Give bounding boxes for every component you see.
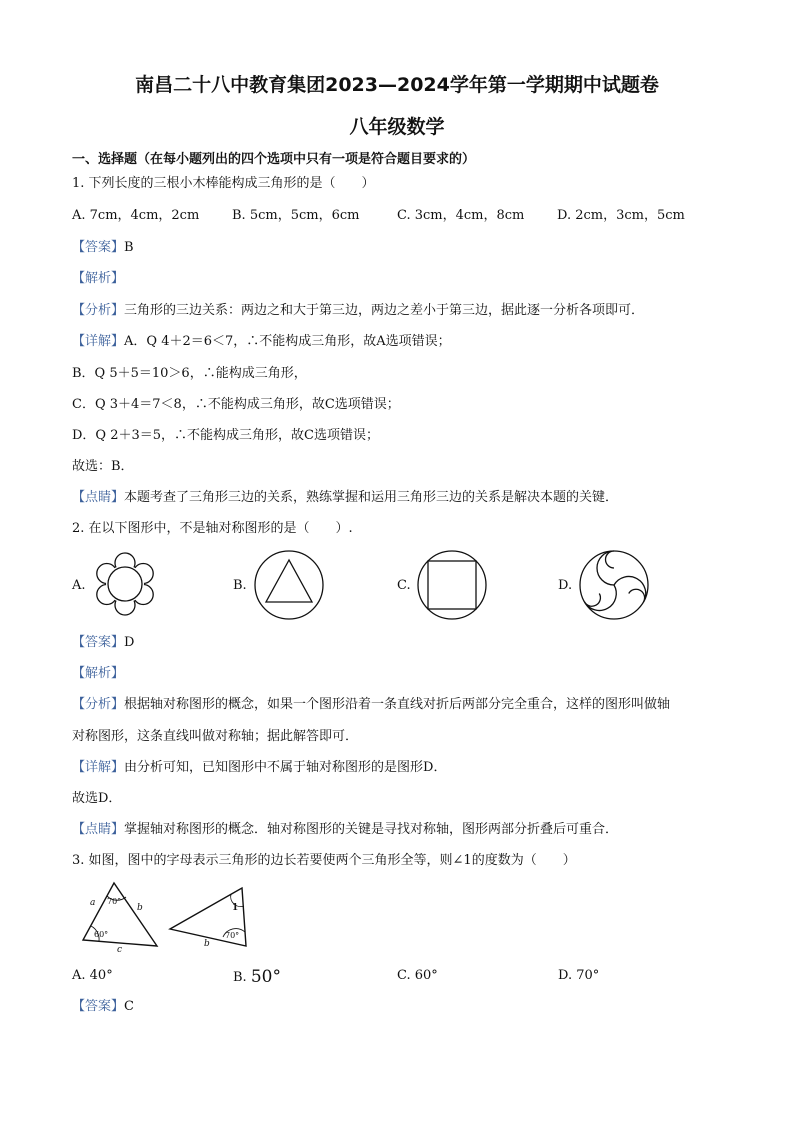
dianjing-tag: 【点睛】 bbox=[72, 490, 125, 505]
page-subtitle: 八年级数学 bbox=[349, 116, 445, 138]
circle-swirl-figure bbox=[579, 550, 649, 620]
dianjing-tag: 【点睛】 bbox=[72, 822, 125, 837]
q2-fenxi-2: 对称图形，这条直线叫做对称轴；据此解答即可． bbox=[72, 729, 359, 744]
xiangjie-tag: 【详解】 bbox=[72, 334, 125, 349]
q2-dianjing bbox=[72, 822, 618, 838]
fenxi-tag: 【分析】 bbox=[72, 303, 125, 318]
q1-xiangjie bbox=[72, 334, 451, 350]
q2-answer bbox=[72, 635, 134, 651]
side-c-label: c bbox=[117, 945, 123, 955]
q1-line-b: B．Q 5＋5＝10＞6，∴能构成三角形， bbox=[72, 366, 307, 381]
fenxi-text: 根据轴对称图形的概念，如果一个图形沿着一条直线对折后两部分完全重合，这样的图形叫做轴 bbox=[124, 697, 671, 712]
q2-choose: 故选D． bbox=[72, 791, 122, 806]
side-b-label-right: b bbox=[204, 939, 210, 949]
q3-option-b-label: B. bbox=[233, 970, 251, 985]
q1-choose: 故选：B． bbox=[72, 459, 134, 474]
q3-option-b bbox=[233, 968, 281, 986]
q1-analysis-tag: 【解析】 bbox=[72, 271, 125, 286]
dianjing-text: 掌握轴对称图形的概念．轴对称图形的关键是寻找对称轴，图形两部分折叠后可重合． bbox=[124, 822, 619, 837]
q3-option-b-value: 50° bbox=[250, 967, 281, 987]
side-a-label: a bbox=[90, 898, 96, 908]
answer-tag: 【答案】 bbox=[72, 635, 125, 650]
answer-value: C bbox=[124, 999, 134, 1014]
q3-option-a: A. 40° bbox=[72, 968, 113, 983]
q2-stem: 2. 在以下图形中，不是轴对称图形的是（ ）. bbox=[72, 521, 353, 536]
q2-label-d: D. bbox=[558, 578, 573, 593]
q1-dianjing bbox=[72, 490, 618, 506]
q3-stem: 3. 如图，图中的字母表示三角形的边长若要使两个三角形全等，则∠1的度数为（ ） bbox=[72, 853, 576, 868]
fenxi-tag: 【分析】 bbox=[72, 697, 125, 712]
q3-option-d: D. 70° bbox=[558, 968, 600, 983]
triangle-left-figure bbox=[80, 880, 162, 955]
q1-stem: 1. 下列长度的三根小木棒能构成三角形的是（ ） bbox=[72, 176, 375, 191]
q3-answer bbox=[72, 999, 134, 1015]
xiangjie-tag: 【详解】 bbox=[72, 760, 125, 775]
fenxi-text: 三角形的三边关系：两边之和大于第三边，两边之差小于第三边，据此逐一分析各项即可． bbox=[124, 303, 645, 318]
xiangjie-text: A．Q 4＋2＝6＜7，∴不能构成三角形，故A选项错误； bbox=[124, 334, 451, 349]
flower-figure bbox=[92, 551, 158, 617]
q1-option-d: D. 2cm，3cm，5cm bbox=[557, 208, 685, 223]
page-title: 南昌二十八中教育集团2023—2024学年第一学期期中试题卷 bbox=[135, 74, 659, 96]
q2-analysis-tag: 【解析】 bbox=[72, 666, 125, 681]
q1-option-b: B. 5cm，5cm，6cm bbox=[232, 208, 360, 223]
q1-line-c: C．Q 3＋4＝7＜8，∴不能构成三角形，故C选项错误； bbox=[72, 397, 400, 412]
bottom-angle-label: 70° bbox=[225, 931, 240, 940]
q2-label-a: A. bbox=[72, 578, 86, 593]
q2-label-c: C. bbox=[397, 578, 411, 593]
q1-line-d: D．Q 2＋3＝5，∴不能构成三角形，故C选项错误； bbox=[72, 428, 379, 443]
dianjing-text: 本题考查了三角形三边的关系，熟练掌握和运用三角形三边的关系是解决本题的关键． bbox=[124, 490, 619, 505]
angle-1-label: 1 bbox=[232, 903, 239, 913]
triangle-right-figure bbox=[168, 886, 250, 948]
answer-value: D bbox=[124, 635, 135, 650]
answer-value: B bbox=[124, 240, 134, 255]
top-angle-label: 70° bbox=[107, 897, 122, 906]
q1-option-a: A. 7cm，4cm，2cm bbox=[72, 208, 200, 223]
answer-tag: 【答案】 bbox=[72, 240, 125, 255]
q1-option-c: C. 3cm，4cm，8cm bbox=[397, 208, 525, 223]
q3-option-c: C. 60° bbox=[397, 968, 438, 983]
q2-fenxi-1 bbox=[72, 697, 670, 713]
q2-xiangjie bbox=[72, 760, 446, 776]
q1-answer bbox=[72, 240, 134, 256]
side-b-label: b bbox=[137, 903, 143, 913]
left-angle-label: 60° bbox=[94, 930, 109, 939]
circle-square-figure bbox=[417, 550, 487, 620]
answer-tag: 【答案】 bbox=[72, 999, 125, 1014]
circle-triangle-figure bbox=[254, 550, 324, 620]
xiangjie-text: 由分析可知，已知图形中不属于轴对称图形的是图形D． bbox=[124, 760, 447, 775]
section-heading: 一、选择题（在每小题列出的四个选项中只有一项是符合题目要求的） bbox=[72, 152, 476, 167]
q2-label-b: B. bbox=[233, 578, 247, 593]
q1-fenxi bbox=[72, 303, 644, 319]
